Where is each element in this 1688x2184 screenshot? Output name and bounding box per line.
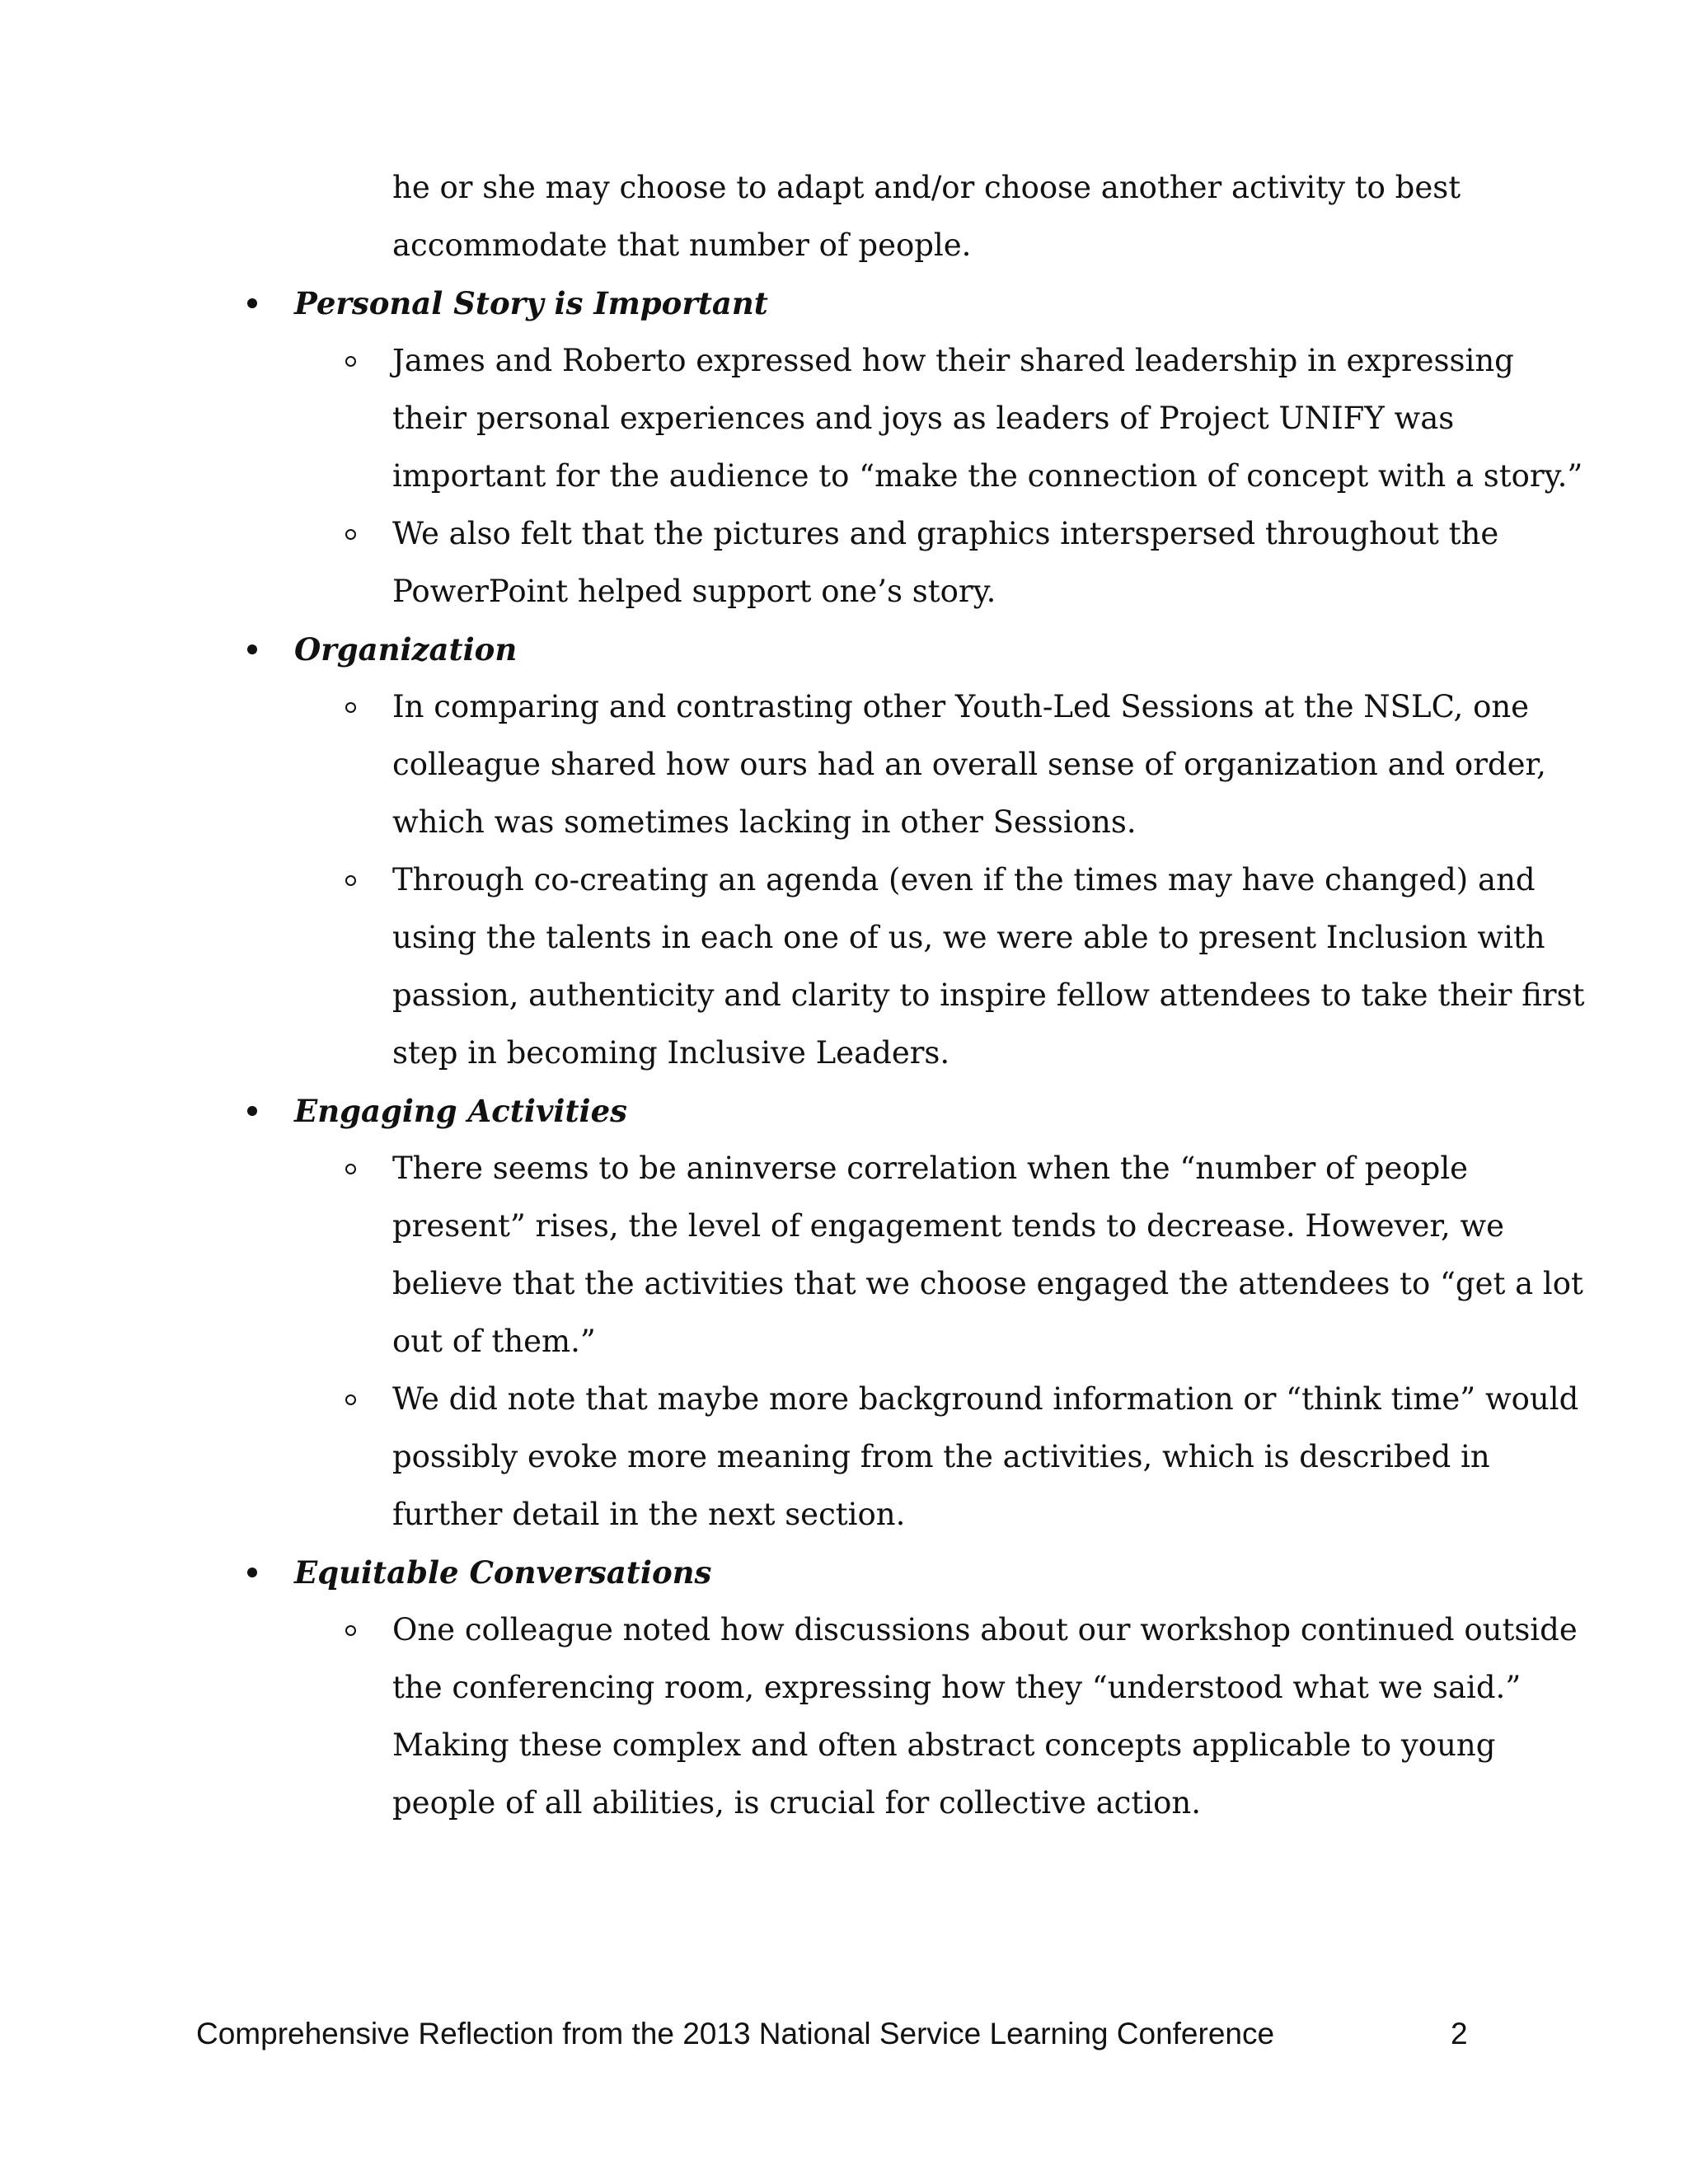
bullet-circle-icon [345,1164,356,1174]
bullet-dot-icon [247,644,257,654]
continuation-line: he or she may choose to adapt and/or choose another activity to best [392,170,1461,205]
list-item-line: Through co-creating an agenda (even if the times may have changed) and [392,862,1536,898]
list-item-line: out of them.” [392,1324,596,1359]
list-item-line: which was sometimes lacking in other Sessions. [392,804,1137,840]
bullet-circle-icon [345,356,356,367]
section-heading: Engaging Activities [294,1093,627,1129]
list-item-line: Making these complex and often abstract concepts applicable to young [392,1727,1496,1763]
bullet-dot-icon [247,298,257,308]
footer-title: Comprehensive Reflection from the 2013 National Service Learning Conference [196,2017,1275,2050]
list-item-line: We did note that maybe more background information or “think time” would [392,1381,1579,1417]
list-item-line: important for the audience to “make the connection of concept with a story.” [392,458,1583,494]
bullet-circle-icon [345,875,356,886]
page-number: 2 [1451,2017,1468,2050]
list-item-line: the conferencing room, expressing how they “understood what we said.” [392,1670,1522,1705]
list-item-line: believe that the activities that we choose engaged the attendees to “get a lot [392,1266,1583,1301]
continuation-line: accommodate that number of people. [392,227,972,263]
section-heading: Personal Story is Important [294,285,768,321]
list-item-line: present” rises, the level of engagement tends to decrease. However, we [392,1208,1505,1244]
list-item-line: We also felt that the pictures and graphics interspersed throughout the [392,516,1499,551]
list-item-line: people of all abilities, is crucial for collective action. [392,1785,1201,1821]
list-item-line: James and Roberto expressed how their shared leadership in expressing [392,343,1514,378]
list-item-line: their personal experiences and joys as leaders of Project UNIFY was [392,401,1455,436]
list-item-line: passion, authenticity and clarity to inspire fellow attendees to take their first [392,977,1585,1013]
list-item-line: further detail in the next section. [392,1497,906,1532]
section-heading: Organization [294,631,518,668]
list-item-line: using the talents in each one of us, we were able to present Inclusion with [392,920,1545,955]
list-item-line: There seems to be aninverse correlation when the “number of people [392,1151,1469,1186]
list-item-line: step in becoming Inclusive Leaders. [392,1035,950,1071]
list-item-line: One colleague noted how discussions about our workshop continued outside [392,1612,1578,1647]
section-heading: Equitable Conversations [294,1554,712,1591]
bullet-dot-icon [247,1568,257,1577]
bullet-circle-icon [345,529,356,540]
bullet-circle-icon [345,1625,356,1636]
list-item-line: possibly evoke more meaning from the activities, which is described in [392,1439,1490,1474]
list-item-line: PowerPoint helped support one’s story. [392,574,996,609]
bullet-circle-icon [345,702,356,713]
list-item-line: In comparing and contrasting other Youth-Led Sessions at the NSLC, one [392,689,1530,724]
bullet-circle-icon [345,1394,356,1405]
list-item-line: colleague shared how ours had an overall sense of organization and order, [392,747,1546,782]
bullet-dot-icon [247,1106,257,1116]
